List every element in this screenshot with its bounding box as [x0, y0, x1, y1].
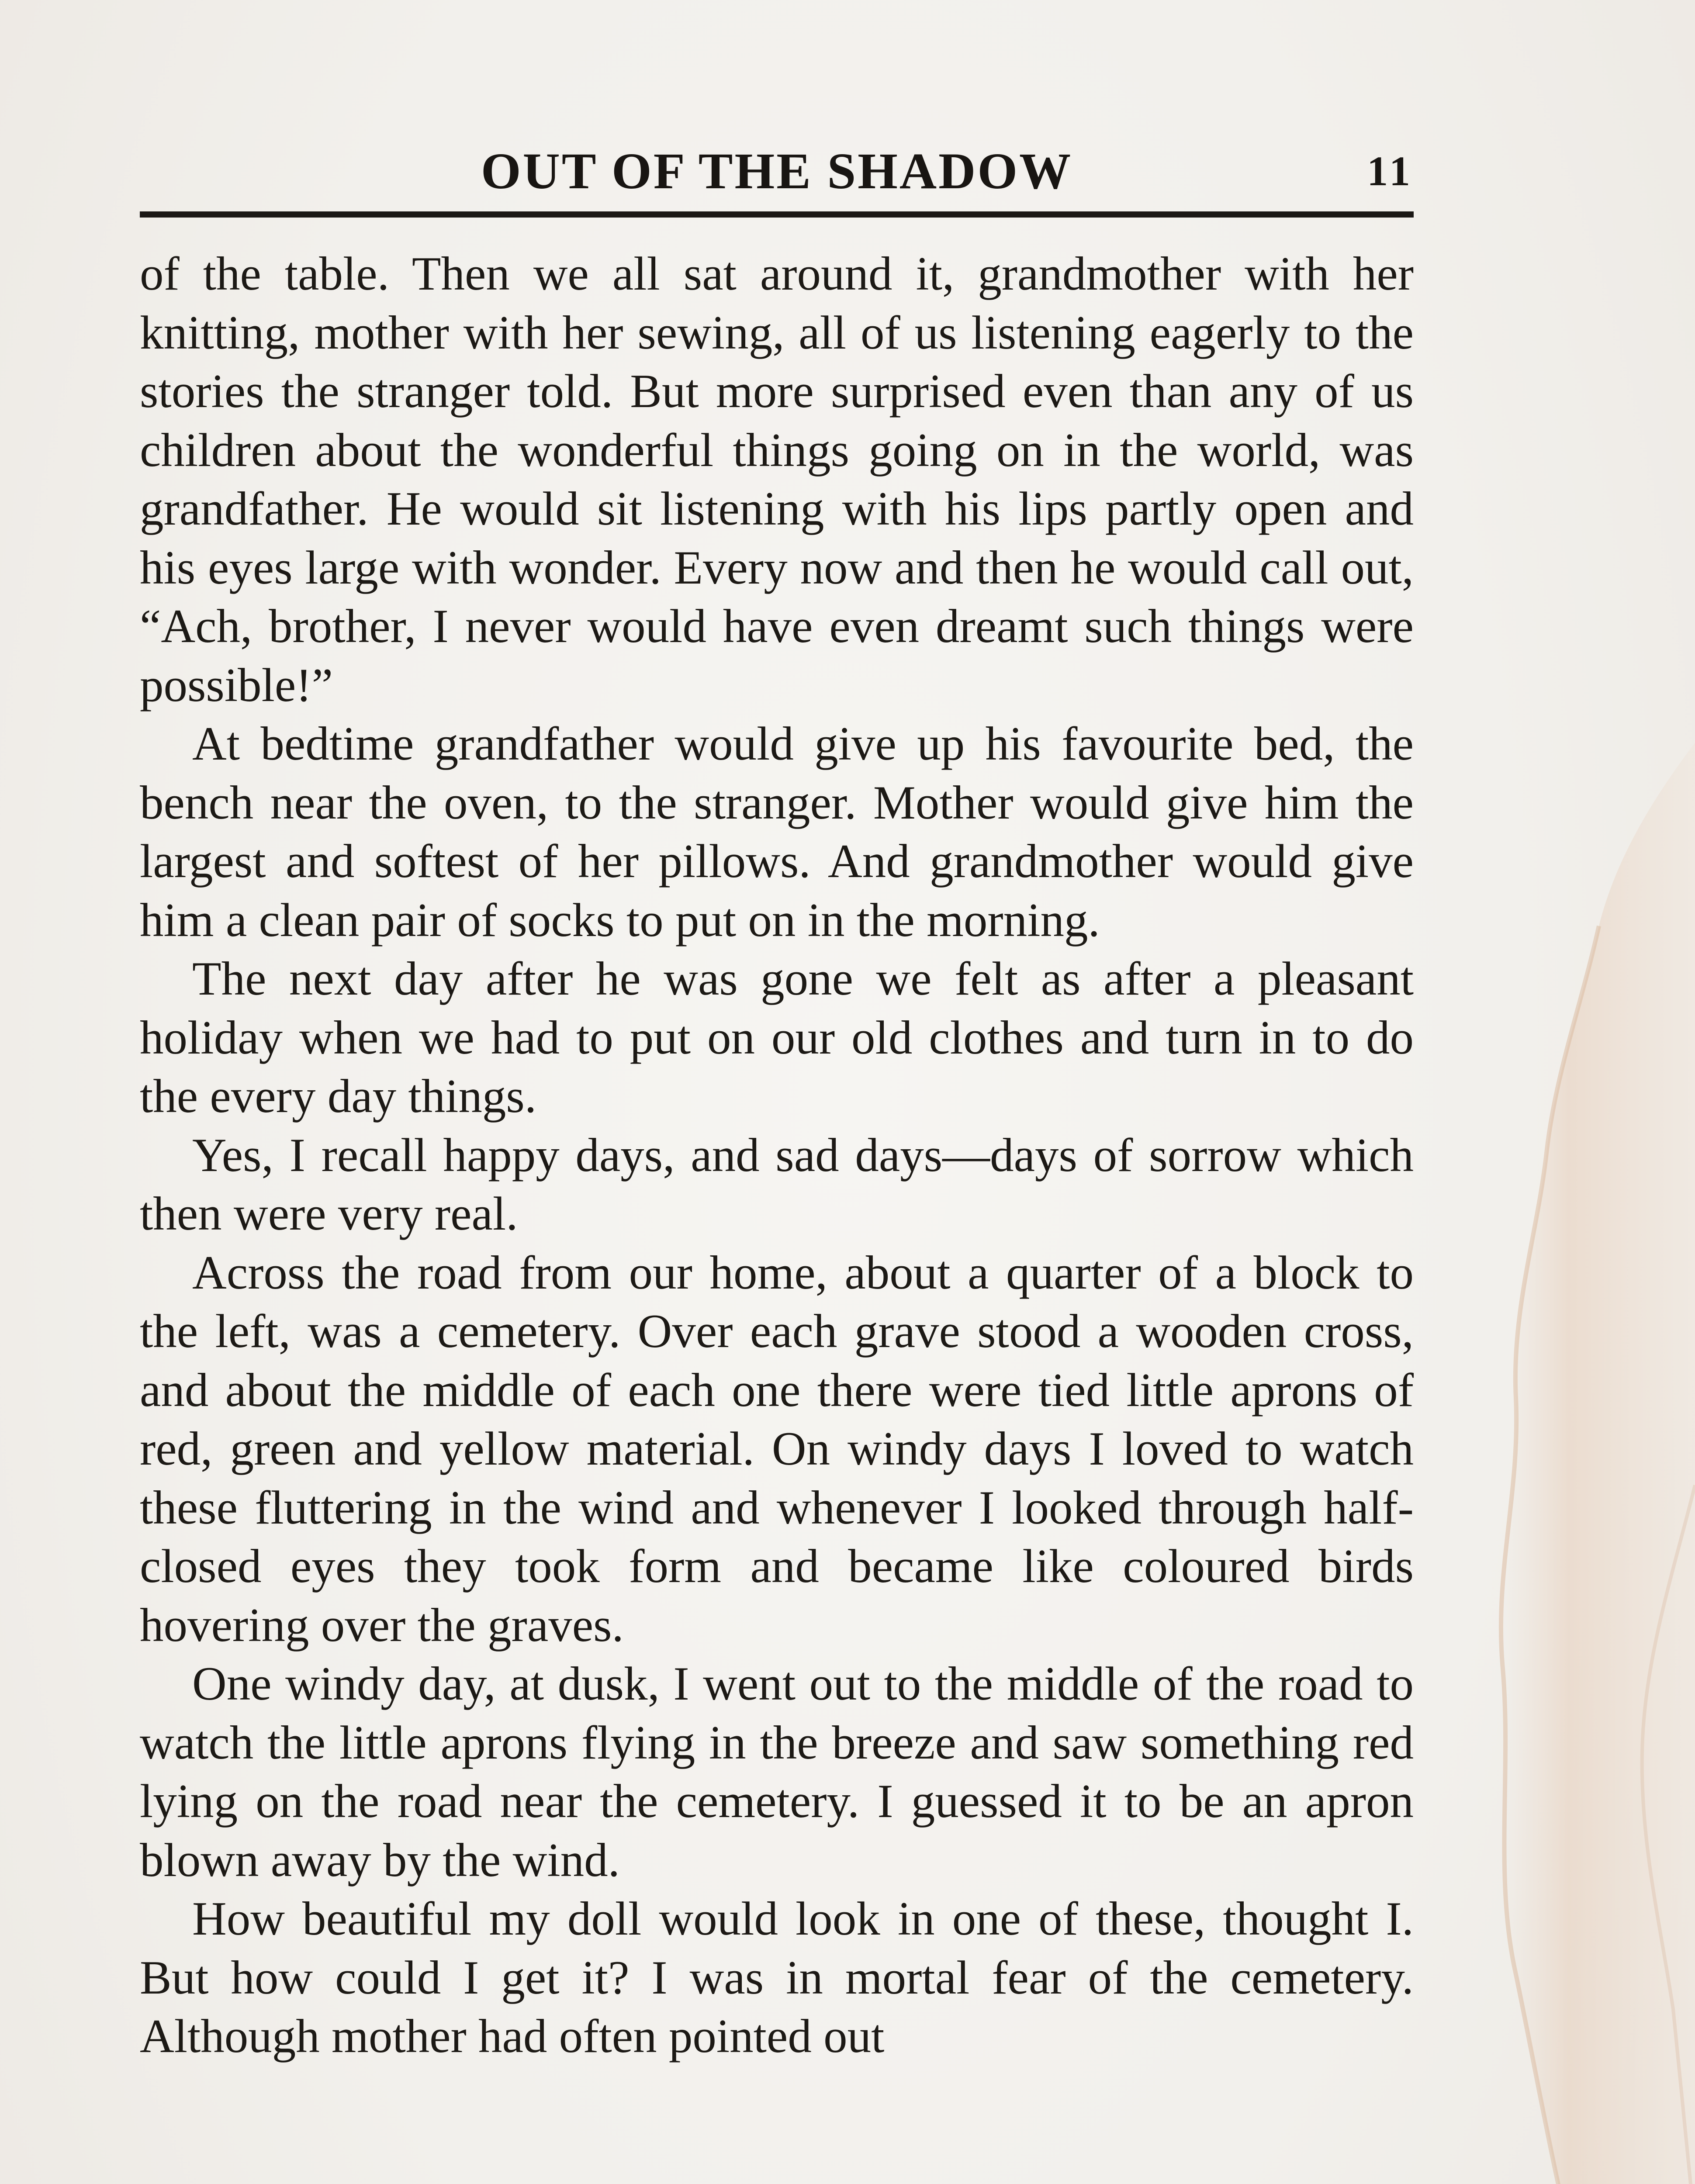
paragraph: How beautiful my doll would look in one of these, thought I. But how could I get it? I was in mortal fear of the cemetery. Although mother had often pointed out	[140, 1892, 1414, 2063]
paragraph: of the table. Then we all sat around it, grandmother with her knitting, mother with her sewing, all of us listening eagerly to the stories the stranger told. But more surprised even than any of us children about the wonderful things going on in the world, was grandfather. He would sit listening with his lips partly open and his eyes large with wonder. Every now and then he would call out, “Ach, brother, I never would have even dreamt such things were possible!”	[140, 247, 1414, 712]
header-rule	[140, 211, 1414, 218]
running-head	[140, 139, 1414, 218]
running-title: OUT OF THE SHADOW	[481, 142, 1073, 200]
paragraph: Yes, I recall happy days, and sad days—days of sorrow which then were very real.	[140, 1128, 1414, 1240]
body-text	[140, 245, 1414, 2066]
paragraph: Across the road from our home, about a quarter of a block to the left, was a cemetery. Over each grave stood a wooden cross, and about the middle of each one there were tied little aprons of red, green and yellow material. On windy days I loved to watch these fluttering in the wind and whenever I looked through half-closed eyes they took form and became like coloured birds hovering over the graves.	[140, 1246, 1414, 1652]
paragraph: The next day after he was gone we felt as after a pleasant holiday when we had to put on our old clothes and turn in to do the every day things.	[140, 952, 1414, 1123]
paragraph: At bedtime grandfather would give up his favourite bed, the bench near the oven, to the stranger. Mother would give him the largest and softest of her pillows. And grandmother would give him a clean pair of socks to put on in the morning.	[140, 717, 1414, 947]
page-number: 11	[1367, 148, 1414, 194]
paragraph: One windy day, at dusk, I went out to the middle of the road to watch the little aprons flying in the breeze and saw something red lying on the road near the cemetery. I guessed it to be an apron blown away by the wind.	[140, 1657, 1414, 1887]
